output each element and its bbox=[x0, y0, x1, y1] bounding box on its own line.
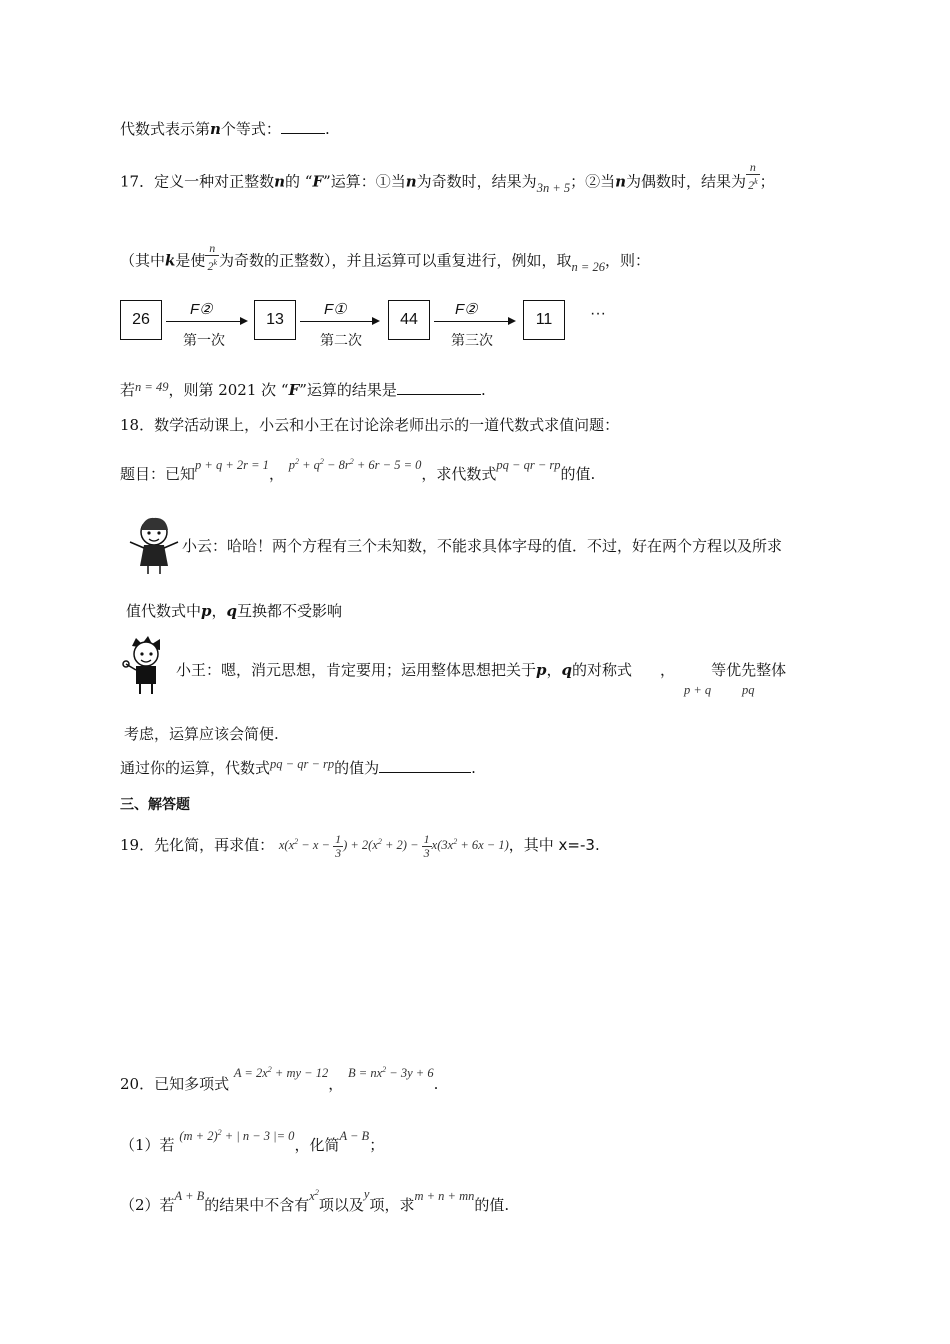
diagram-box: 11 bbox=[523, 300, 565, 340]
diagram-ellipsis: ··· bbox=[590, 305, 606, 322]
q18-answer: 通过你的运算，代数式$^{pq - qr - rp}$的值为 . bbox=[120, 757, 476, 777]
answer-blank[interactable] bbox=[397, 380, 481, 395]
xiaoyun-avatar-icon bbox=[126, 514, 182, 576]
xiaowang-speech-cont: 考虑，运算应该会简便. bbox=[124, 725, 279, 743]
section-heading: 三、解答题 bbox=[120, 797, 190, 813]
arrow-label-step: 第一次 bbox=[183, 333, 225, 349]
q18-problem: 题目：已知$^{p + q + 2r = 1}$， $^{p^2 + q^2 - 8r^2 + 6r - 5 = 0}$，求代数式$^{pq - qr - rp}$的值. bbox=[120, 457, 596, 484]
xiaoyun-speech-cont: 值代数式中p，q互换都不受影响 bbox=[126, 602, 343, 620]
arrow-label-step: 第二次 bbox=[320, 333, 362, 349]
q20-part2: （2）若$^{A + B}$的结果中不含有$^{x^2}$项以及$^y$项，求$^{m + n + mn}$的值. bbox=[120, 1187, 510, 1215]
q17-line1: 17．定义一种对正整数n的 “F”运算：①当n为奇数时，结果为$_{3n + 5}$；②当n为偶数时，结果为 $\frac{n}{2^k}$ ； bbox=[120, 160, 775, 195]
right-arrow-icon bbox=[166, 321, 246, 322]
right-arrow-icon bbox=[434, 321, 514, 322]
xiaowang-avatar-icon bbox=[122, 634, 170, 696]
xiaoyun-speech: 小云：哈哈！两个方程有三个未知数，不能求具体字母的值．不过，好在两个方程以及所求 bbox=[182, 537, 783, 555]
polynomial-B: B = nx2 − 3y + 6 bbox=[348, 1065, 434, 1081]
q20-part1: （1）若 $^{(m + 2)^2 + | n - 3 |= 0}$，化简$^{A - B}$； bbox=[120, 1128, 385, 1155]
arrow-label-op: F② bbox=[455, 301, 478, 318]
equation-2: p2 + q2 − 8r2 + 6r − 5 = 0 bbox=[288, 457, 422, 473]
fraction-n-over-2k: $\frac{n}{2^k}$ bbox=[207, 241, 217, 273]
arrow-label-op: F② bbox=[190, 301, 213, 318]
diagram-box: 26 bbox=[120, 300, 162, 340]
symmetric-expr-sum: p + q bbox=[684, 683, 712, 697]
q17-question: 若$^{n = 49}$，则第 2021 次 “F”运算的结果是 . bbox=[120, 380, 486, 399]
answer-blank[interactable] bbox=[379, 758, 471, 773]
q19-expression: $x(x^2 - x$ − $\frac{1}{3}$ ) + $2(x^2 + 2)$ − $\frac{1}{3}$ $x(3x^2 + 6x - 1)$ bbox=[278, 831, 509, 860]
q16-tail: 代数式表示第n个等式： . bbox=[120, 120, 330, 138]
polynomial-A: A = 2x2 + my − 12 bbox=[233, 1065, 329, 1081]
right-arrow-icon bbox=[300, 321, 378, 322]
fraction-n-over-2k: $\frac{n}{2^k}$ bbox=[748, 160, 758, 192]
q18-intro: 18．数学活动课上，小云和小王在讨论涂老师出示的一道代数式求值问题： bbox=[120, 416, 620, 434]
q19: 19．先化简，再求值： $x(x^2 - x$ − $\frac{1}{3}$ ) + $2(x^2 + 2)$ − $\frac{1}{3}$ $x(3x^2 + 6x - 1)$，其中 x=-3. bbox=[120, 831, 600, 860]
arrow-label-op: F① bbox=[324, 301, 347, 318]
diagram-box: 13 bbox=[254, 300, 296, 340]
answer-blank[interactable] bbox=[281, 119, 325, 134]
q20-intro: 20．已知多项式 $^{A = 2x^2 + my - 12}$， $^{B = nx^2 - 3y + 6}$. bbox=[120, 1065, 439, 1094]
q17-line2: （其中k是使 $\frac{n}{2^k}$ 为奇数的正整数），并且运算可以重复进行，例如，取$_{n = 26}$，则： bbox=[120, 241, 650, 274]
symmetric-expr-product: pq bbox=[742, 683, 755, 697]
arrow-label-step: 第三次 bbox=[451, 333, 493, 349]
diagram-box: 44 bbox=[388, 300, 430, 340]
xiaowang-speech: 小王：嗯，消元思想，肯定要用；运用整体思想把关于p，q的对称式 ， 等优先整体 bbox=[176, 661, 787, 679]
